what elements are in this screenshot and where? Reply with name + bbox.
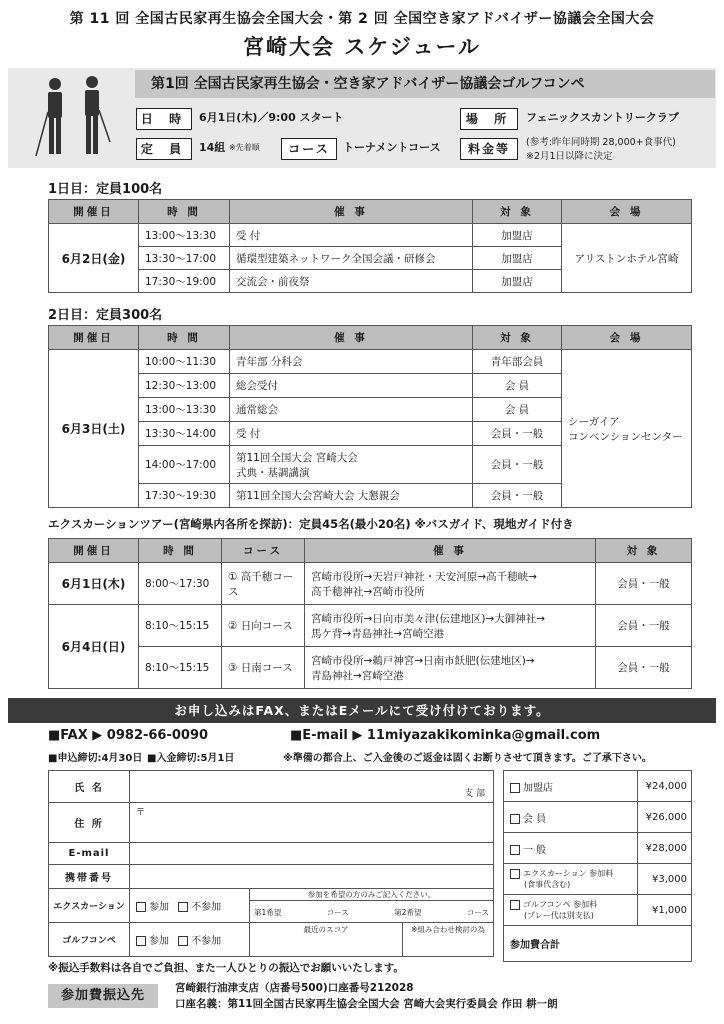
day2-date: 6月3日(土) <box>49 350 139 508</box>
time-cell: 13:30～14:00 <box>139 422 230 446</box>
apply-deadline: ■申込締切:4月30日 <box>48 753 143 764</box>
fee-label: 会 員 <box>523 813 547 825</box>
col-time: 時 間 <box>139 200 230 224</box>
fee-price: ¥28,000 <box>638 833 692 864</box>
time-cell: 14:00～17:00 <box>139 446 230 484</box>
time-cell: 17:30～19:00 <box>139 270 230 293</box>
target-cell: 会員・一般 <box>473 484 562 508</box>
golf-label: ゴルフコンペ <box>49 923 130 957</box>
day1-table <box>48 199 692 293</box>
join-label: 参加 <box>149 902 169 913</box>
course-cell: ③ 日南コース <box>222 647 305 689</box>
time-cell: 8:10～15:15 <box>139 647 222 689</box>
event-cell: 第11回全国大会宮崎大会 大懇親会 <box>230 484 473 508</box>
target-cell: 会員・一般 <box>596 563 692 605</box>
fee-row <box>504 802 692 833</box>
transfer-fee-note: ※振込手数料は各自でご負担、また一人ひとりの振込でお願いいたします。 <box>48 962 404 974</box>
fee-checkbox[interactable] <box>510 869 520 879</box>
partner-note: ※組み合わせ検討の為 <box>411 925 485 934</box>
golf-options <box>130 923 250 957</box>
time-cell: 8:10～15:15 <box>139 605 222 647</box>
fee-checkbox[interactable] <box>510 845 520 855</box>
excursion-options <box>130 889 250 923</box>
time-cell: 12:30～13:00 <box>139 374 230 398</box>
col-date: 開催日 <box>49 539 139 563</box>
venue-line: シーガイア <box>568 415 620 428</box>
page-title: 宮崎大会 スケジュール <box>242 35 482 59</box>
fee-item <box>504 802 638 833</box>
time-cell: 13:30～17:00 <box>139 247 230 270</box>
bank-info: 宮崎銀行油津支店（店番号500)口座番号212028 <box>175 982 414 994</box>
fax-number[interactable]: ■FAX ▶ 0982-66-0090 <box>48 728 209 743</box>
col-venue: 会 場 <box>562 326 692 350</box>
tour-date: 6月1日(木) <box>49 563 139 605</box>
target-cell: 会員・一般 <box>596 605 692 647</box>
excursion-label: エクスカーション <box>49 889 130 923</box>
col-time: 時 間 <box>139 326 230 350</box>
email-field[interactable] <box>130 843 494 865</box>
col-target: 対 象 <box>473 326 562 350</box>
excursion-join-checkbox[interactable] <box>136 902 146 912</box>
fee-total-row <box>504 926 692 962</box>
name-label: 氏 名 <box>49 771 130 803</box>
fee-price: ¥3,000 <box>638 864 692 895</box>
event-cell: 受 付 <box>230 224 473 247</box>
fee-label: 加盟店 <box>523 782 553 794</box>
fee-item <box>504 864 638 895</box>
event-cell <box>305 563 596 605</box>
fee-total[interactable]: 参加費合計 <box>504 926 692 962</box>
event-cell: 循環型建築ネットワーク全国会議・研修会 <box>230 247 473 270</box>
golf-nojoin-checkbox[interactable] <box>178 936 188 946</box>
address-field[interactable] <box>130 803 494 843</box>
golf-capacity-note: ※先着順 <box>229 143 260 152</box>
day2-heading: 2日目：定員300名 <box>48 308 163 323</box>
name-field[interactable] <box>130 771 494 803</box>
course-cell: ② 日向コース <box>222 605 305 647</box>
col-target: 対 象 <box>473 200 562 224</box>
event-cell <box>305 647 596 689</box>
nojoin-label: 不参加 <box>191 902 222 913</box>
golf-fee-note: ※2月1日以降に決定 <box>526 151 613 162</box>
fee-row <box>504 895 692 926</box>
course-cell: ① 高千穂コース <box>222 563 305 605</box>
time-cell: 17:30～19:30 <box>139 484 230 508</box>
join-label: 参加 <box>149 936 169 947</box>
golf-title: 第1回 全国古民家再生協会・空き家アドバイザー協議会ゴルフコンペ <box>135 70 715 98</box>
fee-checkbox[interactable] <box>510 900 520 910</box>
event-subtitle: 第 11 回 全国古民家再生協会全国大会・第 2 回 全国空き家アドバイザー協議会全国大会 <box>69 11 655 27</box>
fee-price: ¥1,000 <box>638 895 692 926</box>
target-cell: 会員・一般 <box>473 422 562 446</box>
course-label: コース <box>466 908 489 917</box>
mobile-label: 携帯番号 <box>49 865 130 889</box>
application-form <box>48 770 494 957</box>
event-cell <box>230 446 473 484</box>
nojoin-label: 不参加 <box>191 936 222 947</box>
day1-date: 6月2日(金) <box>49 224 139 293</box>
table-row <box>49 647 692 689</box>
fee-label: 一 般 <box>523 844 547 856</box>
tour-heading: エクスカーションツアー(宮崎県内各所を探訪)：定員45名(最小20名) ※バスガイド、現地ガイド付き <box>48 517 574 531</box>
col-event: 催 事 <box>305 539 596 563</box>
fee-row <box>504 833 692 864</box>
refund-note: ※準備の都合上、ご入金後のご返金は固くお断りさせて頂きます。ご了承下さい。 <box>283 753 652 764</box>
payment-label: 参加費振込先 <box>48 984 158 1008</box>
table-row <box>49 350 692 374</box>
time-cell: 10:00～11:30 <box>139 350 230 374</box>
golf-fee-label: 料金等 <box>460 138 518 160</box>
event-cell: 受 付 <box>230 422 473 446</box>
golf-fee-value: (参考:昨年同時期 28,000+食事代) <box>526 137 676 148</box>
target-cell: 加盟店 <box>473 270 562 293</box>
event-cell: 交流会・前夜祭 <box>230 270 473 293</box>
event-line: 馬ケ背→青島神社→宮崎空港 <box>311 627 445 640</box>
email-label: E-mail <box>49 843 130 865</box>
event-line: 高千穂神社→宮崎市役所 <box>311 585 425 598</box>
day1-venue: アリストンホテル宮崎 <box>562 224 692 293</box>
event-line: 宮崎市役所→日向市美々津(伝建地区)→大御神社→ <box>311 612 546 625</box>
fee-price: ¥26,000 <box>638 802 692 833</box>
fee-row <box>504 864 692 895</box>
fee-row <box>504 771 692 802</box>
fee-sub: (プレー代は別支払) <box>524 911 594 920</box>
table-row <box>49 605 692 647</box>
golf-place-label: 場 所 <box>460 108 518 130</box>
golf-join-checkbox[interactable] <box>136 936 146 946</box>
fee-checkbox[interactable] <box>510 814 520 824</box>
fee-price: ¥24,000 <box>638 771 692 802</box>
event-cell: 青年部 分科会 <box>230 350 473 374</box>
email-address[interactable]: ■E-mail ▶ 11miyazakikominka@gmail.com <box>290 728 601 743</box>
col-date: 開催日 <box>49 200 139 224</box>
mobile-field[interactable] <box>130 865 494 889</box>
event-line: 第11回全国大会 宮崎大会 <box>236 451 358 464</box>
score-field[interactable] <box>250 923 403 957</box>
tour-table <box>48 538 692 689</box>
wish-note: 参加を希望の方のみご記入ください。 <box>250 889 493 901</box>
golf-date-label: 日 時 <box>136 108 192 130</box>
golf-course-label: コース <box>281 138 337 160</box>
col-course: コース <box>222 539 305 563</box>
excursion-nojoin-checkbox[interactable] <box>178 902 188 912</box>
col-time: 時 間 <box>139 539 222 563</box>
event-line: 宮崎市役所→天岩戸神社・天安河原→高千穂峡→ <box>311 570 537 583</box>
table-row <box>49 224 692 247</box>
account-holder: 口座名義：第11回全国古民家再生協会全国大会 宮崎大会実行委員会 作田 耕一朗 <box>175 998 558 1010</box>
target-cell: 会員・一般 <box>473 446 562 484</box>
wish1-label: 第1希望 <box>254 908 282 917</box>
branch-label: 支 部 <box>464 789 485 799</box>
event-cell: 通常総会 <box>230 398 473 422</box>
partner-field[interactable] <box>403 923 494 957</box>
col-event: 催 事 <box>230 200 473 224</box>
target-cell: 青年部会員 <box>473 350 562 374</box>
golfer-illustration <box>30 72 120 162</box>
wish2-label: 第2希望 <box>394 908 422 917</box>
golf-course-value: トーナメントコース <box>343 141 441 154</box>
event-cell <box>305 605 596 647</box>
fee-item <box>504 771 638 802</box>
day1-heading: 1日目：定員100名 <box>48 182 163 197</box>
day2-table <box>48 325 692 508</box>
fee-checkbox[interactable] <box>510 783 520 793</box>
target-cell: 会員・一般 <box>596 647 692 689</box>
target-cell: 加盟店 <box>473 224 562 247</box>
golf-capacity-value: 14組 <box>199 141 226 154</box>
col-event: 催 事 <box>230 326 473 350</box>
golf-date-value: 6月1日(木)／9:00 スタート <box>199 111 344 124</box>
course-label: コース <box>326 908 349 917</box>
event-line: 式典・基調講演 <box>236 466 310 479</box>
time-cell: 13:00～13:30 <box>139 224 230 247</box>
golf-place-value: フェニックスカントリークラブ <box>526 111 679 124</box>
fee-sub: (食事代含む) <box>524 880 571 889</box>
venue-line: コンベンションセンター <box>568 430 683 443</box>
fee-label: ゴルフコンペ 参加料 <box>523 900 598 909</box>
target-cell: 会 員 <box>473 374 562 398</box>
event-line: 宮崎市役所→鵜戸神宮→日南市飫肥(伝建地区)→ <box>311 654 535 667</box>
fee-table <box>503 770 692 962</box>
score-label: 最近のスコア <box>303 925 349 934</box>
event-line: 青島神社→宮崎空港 <box>311 669 404 682</box>
fee-label: エクスカーション 参加料 <box>523 869 614 878</box>
col-date: 開催日 <box>49 326 139 350</box>
col-target: 対 象 <box>596 539 692 563</box>
time-cell: 8:00～17:30 <box>139 563 222 605</box>
postal-mark: 〒 <box>136 808 146 818</box>
day2-venue <box>562 350 692 508</box>
payment-deadline: ■入金締切:5月1日 <box>147 753 235 764</box>
target-cell: 加盟店 <box>473 247 562 270</box>
address-label: 住 所 <box>49 803 130 843</box>
course-wish-field[interactable] <box>250 889 494 923</box>
col-venue: 会 場 <box>562 200 692 224</box>
fee-item <box>504 895 638 926</box>
time-cell: 13:00～13:30 <box>139 398 230 422</box>
fee-item <box>504 833 638 864</box>
event-cell: 総会受付 <box>230 374 473 398</box>
application-banner: お申し込みはFAX、またはEメールにて受け付けております。 <box>8 698 716 723</box>
target-cell: 会 員 <box>473 398 562 422</box>
tour-date: 6月4日(日) <box>49 605 139 689</box>
table-row <box>49 563 692 605</box>
golf-capacity-label: 定 員 <box>136 138 192 160</box>
